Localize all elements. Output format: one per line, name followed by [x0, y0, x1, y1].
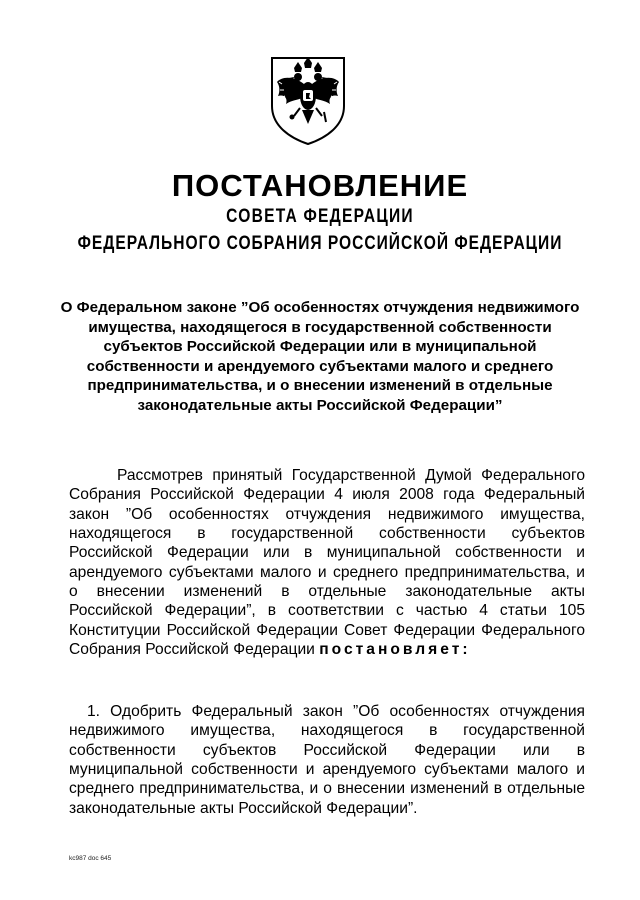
document-subject: О Федеральном законе ”Об особенностях отчуждения недвижимого имущества, находящегося в государственной собственности субъектов Российской Федерации или в муниципальной собственности и арендуемого субъектами малого и среднего предпринимательства, и о внесении изменений в отдельные законодательные акты Российской Федерации” — [60, 299, 580, 414]
preamble-paragraph — [69, 466, 585, 659]
issuer-line-1: СОВЕТА ФЕДЕРАЦИИ — [226, 206, 414, 227]
double-headed-eagle-emblem-icon — [268, 54, 348, 146]
preamble-text: Рассмотрев принятый Государственной Думой Федерального Собрания Российской Федерации 4 июля 2008 года Федеральный закон ”Об особенностях отчуждения недвижимого имущества, находящегося в государственной собственности субъектов Российской Федерации или в муниципальной собственности и арендуемого субъектами малого и среднего предпринимательства, и о внесении изменений в отдельные законодательные акты Российской Федерации”, в соответствии с частью 4 статьи 105 Конституции Российской Федерации Совет Федерации Федерального Собрания Российской Федерации — [69, 467, 585, 659]
resolves-verb: постановляет: — [319, 641, 471, 659]
document-code: kc987 doc 645 — [69, 855, 112, 862]
issuer-line-2: ФЕДЕРАЛЬНОГО СОБРАНИЯ РОССИЙСКОЙ ФЕДЕРАЦИИ — [77, 233, 563, 254]
document-title: ПОСТАНОВЛЕНИЕ — [171, 168, 469, 203]
resolution-item-1: 1. Одобрить Федеральный закон ”Об особенностях отчуждения недвижимого имущества, находящегося в государственной собственности субъектов Российской Федерации или в муниципальной собственности и арендуемого субъектами малого и среднего предпринимательства, и о внесении изменений в отдельные законодательные акты Российской Федерации”. — [69, 703, 585, 817]
